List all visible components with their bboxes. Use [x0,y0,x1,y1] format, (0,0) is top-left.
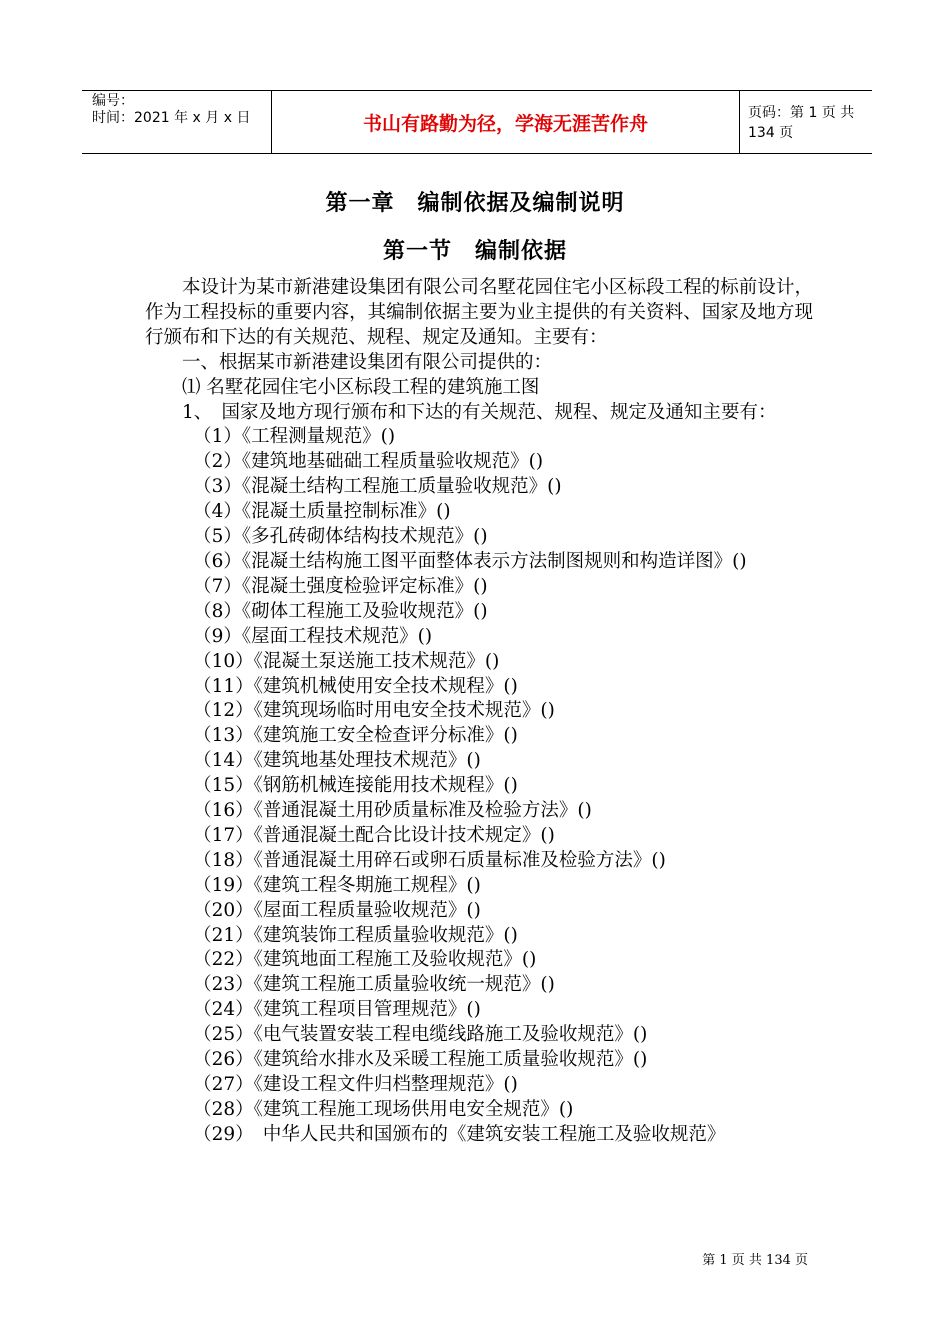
point-one: 一、根据某市新港建设集团有限公司提供的： [182,351,553,373]
standard-item: （9）《屋面工程技术规范》() [193,625,433,647]
standard-item: （29） 中华人民共和国颁布的《建筑安装工程施工及验收规范》 [193,1123,726,1145]
intro-paragraph: 本设计为某市新港建设集团有限公司名墅花园住宅小区标段工程的标前设计，作为工程投标的重要内容，其编制依据主要为业主提供的有关资料、国家及地方现行颁布和下达的有关规范、规程、规定及通知。主要有： [145,277,813,348]
standard-item: （25）《电气装置安装工程电缆线路施工及验收规范》() [193,1024,648,1046]
document-body [145,276,813,1148]
standard-item: （16）《普通混凝土用砂质量标准及检验方法》() [193,800,592,822]
standard-item: （17）《普通混凝土配合比设计技术规定》() [193,824,555,846]
point-one-item: ⑴ 名墅花园住宅小区标段工程的建筑施工图 [182,376,540,398]
standard-item: （12）《建筑现场临时用电安全技术规范》() [193,700,555,722]
document-date-label: 时间：2021 年 x 月 x 日 [92,110,251,126]
header-page-info: 页码：第 1 页 共 134 页 [748,105,855,141]
page-footer: 第 1 页 共 134 页 [702,1253,808,1268]
header-meta-cell [82,91,272,153]
standard-item: （10）《混凝土泵送施工技术规范》() [193,650,500,672]
standard-item: （8）《砌体工程施工及验收规范》() [193,600,488,622]
standard-item: （24）《建筑工程项目管理规范》() [193,999,481,1021]
standard-item: （26）《建筑给水排水及采暖工程施工质量验收规范》() [193,1049,648,1071]
standard-item: （20）《屋面工程质量验收规范》() [193,899,481,921]
standard-item: （4）《混凝土质量控制标准》() [193,501,451,523]
point-two: 1、 国家及地方现行颁布和下达的有关规范、规程、规定及通知主要有： [182,401,777,423]
header-motto: 书山有路勤为径，学海无涯苦作舟 [272,91,740,153]
standard-item: （6）《混凝土结构施工图平面整体表示方法制图规则和构造详图》() [193,550,747,572]
standard-item: （5）《多孔砖砌体结构技术规范》() [193,526,488,548]
standard-item: （7）《混凝土强度检验评定标准》() [193,575,488,597]
standard-item: （13）《建筑施工安全检查评分标准》() [193,725,518,747]
standard-item: （11）《建筑机械使用安全技术规程》() [193,675,518,697]
standard-item: （18）《普通混凝土用碎石或卵石质量标准及检验方法》() [193,849,666,871]
standard-item: （14）《建筑地基处理技术规范》() [193,750,481,772]
standard-item: （28）《建筑工程施工现场供用电安全规范》() [193,1098,574,1120]
standard-item: （23）《建筑工程施工质量验收统一规范》() [193,974,555,996]
chapter-title: 第一章 编制依据及编制说明 [325,191,625,216]
standards-list [145,425,813,1147]
standard-item: （15）《钢筋机械连接能用技术规程》() [193,775,518,797]
standard-item: （19）《建筑工程冬期施工规程》() [193,874,481,896]
standard-item: （1）《工程测量规范》() [193,426,396,448]
page-header-table [82,90,872,154]
document-number-label: 编号： [92,93,134,109]
standard-item: （21）《建筑装饰工程质量验收规范》() [193,924,518,946]
standard-item: （2）《建筑地基础础工程质量验收规范》() [193,451,544,473]
standard-item: （3）《混凝土结构工程施工质量验收规范》() [193,476,562,498]
standard-item: （22）《建筑地面工程施工及验收规范》() [193,949,537,971]
section-title: 第一节 编制依据 [382,239,567,264]
standard-item: （27）《建设工程文件归档整理规范》() [193,1074,518,1095]
